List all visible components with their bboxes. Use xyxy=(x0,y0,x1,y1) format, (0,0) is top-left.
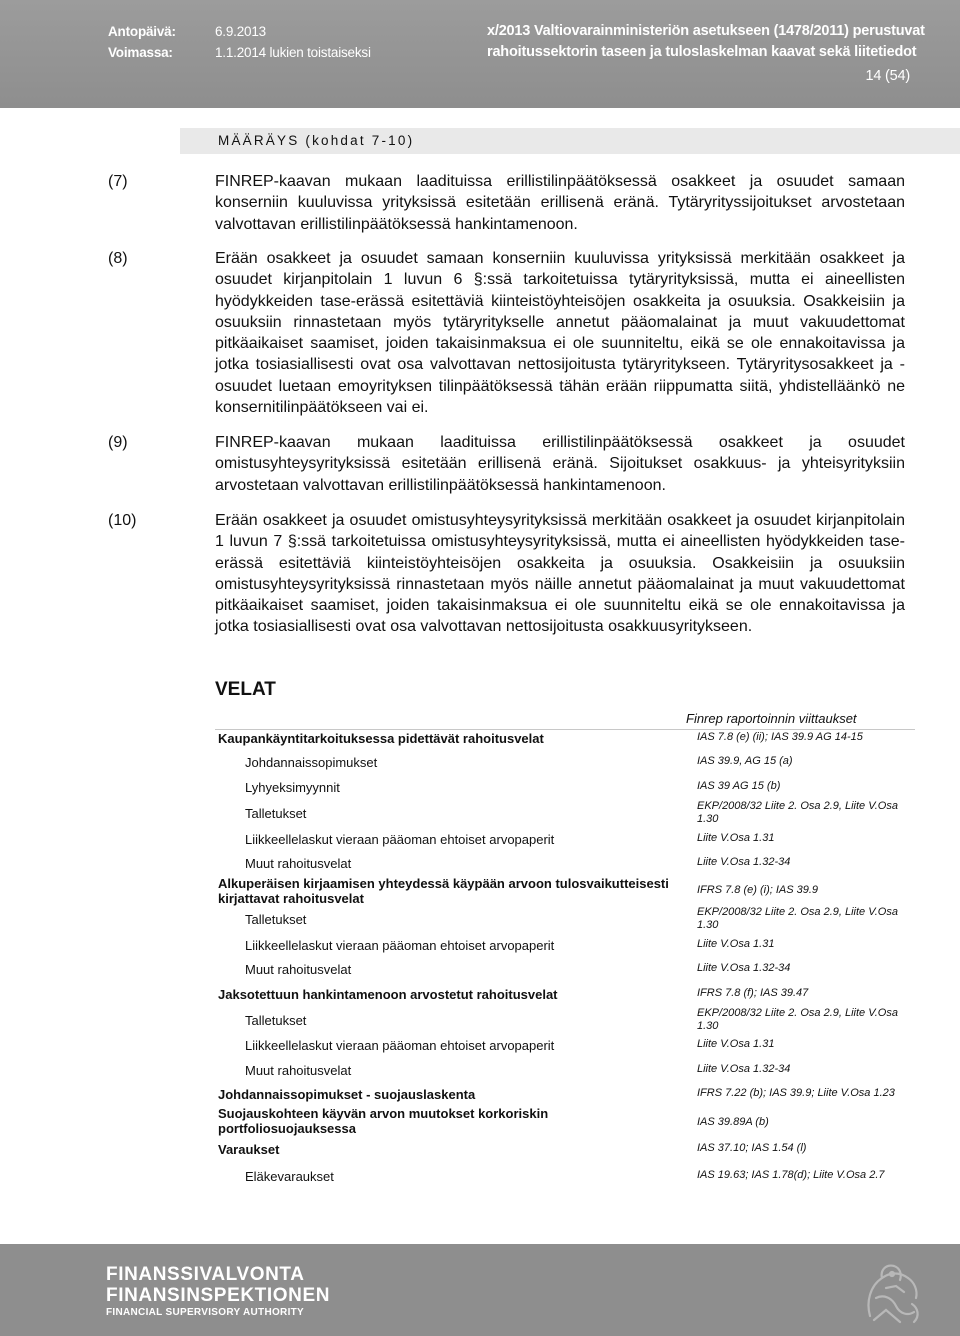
row-reference: Liite V.Osa 1.31 xyxy=(697,832,775,844)
doc-title-line2: rahoitussektorin taseen ja tuloslaskelman kaavat sekä liitetiedot xyxy=(487,44,917,60)
row-reference: IFRS 7.22 (b); IAS 39.9; Liite V.Osa 1.23 xyxy=(697,1087,895,1099)
table-row xyxy=(0,832,960,856)
row-reference: EKP/2008/32 Liite 2. Osa 2.9, Liite V.Osa 1.30 xyxy=(697,800,898,825)
row-label: Talletukset xyxy=(245,912,307,927)
logo-line-en: FINANCIAL SUPERVISORY AUTHORITY xyxy=(106,1307,305,1318)
reference-heading: Finrep raportoinnin viittaukset xyxy=(686,711,857,726)
row-reference: Liite V.Osa 1.32-34 xyxy=(697,856,791,868)
paragraph-number: (9) xyxy=(108,434,128,451)
row-label: Liikkeellelaskut vieraan pääoman ehtoiset arvopaperit xyxy=(245,1038,555,1053)
paragraph-number: (10) xyxy=(108,512,137,529)
table-row xyxy=(0,962,960,986)
row-label: Varaukset xyxy=(218,1142,280,1157)
row-label: Jaksotettuun hankintamenoon arvostetut rahoitusvelat xyxy=(218,987,558,1002)
table-row xyxy=(0,938,960,962)
row-label: Talletukset xyxy=(245,806,307,821)
row-reference: IAS 39.9, AG 15 (a) xyxy=(697,755,793,767)
row-reference: Liite V.Osa 1.31 xyxy=(697,938,775,950)
row-label: Liikkeellelaskut vieraan pääoman ehtoiset arvopaperit xyxy=(245,938,555,953)
table-row xyxy=(0,1169,960,1193)
table-row xyxy=(0,731,960,755)
paragraph-number: (8) xyxy=(108,250,128,267)
section-banner: MÄÄRÄYS (kohdat 7-10) xyxy=(180,128,960,154)
row-reference: EKP/2008/32 Liite 2. Osa 2.9, Liite V.Osa 1.30 xyxy=(697,906,898,931)
table-row xyxy=(0,755,960,779)
row-label: Suojauskohteen käyvän arvon muutokset korkoriskin portfoliosuojauksessa xyxy=(218,1106,549,1136)
page-header xyxy=(0,0,960,108)
row-reference: Liite V.Osa 1.31 xyxy=(697,1038,775,1050)
paragraph-text: FINREP-kaavan mukaan laadituissa erillistilinpäätöksessä osakkeet ja osuudet samaan konserniin kuuluvissa yrityksissä esitetään erillisenä eränä. Tytäryrityssijoitukset arvostetaan valvottavan erillistilinpäätöksessä hankintamenoon. xyxy=(215,173,905,233)
logo-line-sv: FINANSINSPEKTIONEN xyxy=(106,1285,331,1306)
doc-title-line1: x/2013 Valtiovarainministeriön asetukseen (1478/2011) perustuvat xyxy=(487,23,925,39)
table-row xyxy=(0,1063,960,1087)
row-reference: IFRS 7.8 (f); IAS 39.47 xyxy=(697,987,809,999)
issued-value: 6.9.2013 xyxy=(215,24,266,39)
row-label: Lyhyeksimyynnit xyxy=(245,780,340,795)
row-label: Johdannaissopimukset - suojauslaskenta xyxy=(218,1087,476,1102)
table-row xyxy=(0,876,960,906)
table-row xyxy=(0,906,960,935)
row-label: Eläkevaraukset xyxy=(245,1169,334,1184)
row-label: Muut rahoitusvelat xyxy=(245,962,352,977)
issued-label: Antopäivä: xyxy=(108,24,176,39)
row-reference: IAS 7.8 (e) (ii); IAS 39.9 AG 14-15 xyxy=(697,731,863,743)
table-row xyxy=(0,800,960,829)
row-reference: IAS 19.63; IAS 1.78(d); Liite V.Osa 2.7 xyxy=(697,1169,885,1181)
paragraph-text: Erään osakkeet ja osuudet omistusyhteysyrityksissä merkitään osakkeet ja osuudet kirjanpitolain 1 luvun 7 §:ssä tarkoitetuissa omistusyhteysyrityksissä, mutta ei aineellisten hyödykkeiden tase-erässä esitettäviä kiinteistöyhteisöjen osakkeita ja osuuksia. Osakkeisiin ja osuuksiin omistusyhteysyrityksissä rinnastetaan myös näille annetut pääomalainat ja muut vakuudettomat pitkäaikaiset saamiset, joiden takaisinmaksua ei ole suunniteltu eikä se ole ennakoitavissa ja jotka tosiasiallisesti ovat osa valvottavan nettosijoitusta osakkuusyritykseen. xyxy=(215,512,905,636)
divider xyxy=(215,729,915,730)
row-reference: Liite V.Osa 1.32-34 xyxy=(697,1063,791,1075)
row-reference: IAS 39 AG 15 (b) xyxy=(697,780,781,792)
page-footer xyxy=(0,1244,960,1336)
valid-value: 1.1.2014 lukien toistaiseksi xyxy=(215,45,371,60)
row-label: Muut rahoitusvelat xyxy=(245,1063,352,1078)
table-row xyxy=(0,1007,960,1036)
velat-title: VELAT xyxy=(215,679,276,700)
row-label: Alkuperäisen kirjaamisen yhteydessä käypään arvoon tulosvaikutteisesti kirjattavat rahoitusvelat xyxy=(218,876,669,906)
lion-crest-icon xyxy=(856,1258,928,1330)
paragraph-text: Erään osakkeet ja osuudet samaan konserniin kuuluvissa yrityksissä merkitään osakkeet ja osuudet kirjanpitolain 1 luvun 6 §:ssä tarkoitetuissa tytäryrityksissä, mutta ei aineellisten hyödykkeiden tase-erässä esitettäviä kiinteistöyhteisöjen osakkeita ja osuuksia. Osakkeisiin ja osuuksiin rinnastetaan myös tytäryritykselle annetut pääomalainat ja muut vakuudettomat pitkäaikaiset saamiset, joiden takaisinmaksua ei ole suunniteltu, eikä se ole ennakoitavissa ja jotka tosiasiallisesti ovat osa valvottavan nettosijoitusta tytäryritykseen. Tytäryritysosakkeet ja -osuudet luetaan emoyrityksen tilinpäätöksessä tähän erään riippumatta siitä, yhdistelläänkö ne konsernitilinpäätökseen vai ei. xyxy=(215,250,905,417)
row-reference: EKP/2008/32 Liite 2. Osa 2.9, Liite V.Osa 1.30 xyxy=(697,1007,898,1032)
row-reference: IAS 37.10; IAS 1.54 (l) xyxy=(697,1142,807,1154)
row-reference: Liite V.Osa 1.32-34 xyxy=(697,962,791,974)
table-row xyxy=(0,1142,960,1166)
paragraph-text: FINREP-kaavan mukaan laadituissa erillistilinpäätöksessä osakkeet ja osuudet omistusyhteysyrityksissä esitetään erillisenä eränä. Sijoitukset osakkuus- ja yhteisyrityksiin arvostetaan valvottavan erillistilinpäätöksessä hankintamenoon. xyxy=(215,434,905,494)
page-number: 14 (54) xyxy=(865,68,910,84)
row-reference: IAS 39.89A (b) xyxy=(697,1116,769,1128)
table-row xyxy=(0,1038,960,1062)
paragraph-number: (7) xyxy=(108,173,128,190)
valid-label: Voimassa: xyxy=(108,45,173,60)
row-label: Talletukset xyxy=(245,1013,307,1028)
table-row xyxy=(0,1106,960,1136)
row-label: Kaupankäyntitarkoituksessa pidettävät rahoitusvelat xyxy=(218,731,544,746)
row-label: Liikkeellelaskut vieraan pääoman ehtoiset arvopaperit xyxy=(245,832,555,847)
row-label: Johdannaissopimukset xyxy=(245,755,378,770)
logo-line-fi: FINANSSIVALVONTA xyxy=(106,1264,305,1285)
row-reference: IFRS 7.8 (e) (i); IAS 39.9 xyxy=(697,884,819,896)
fiva-logo xyxy=(106,1264,330,1320)
row-label: Muut rahoitusvelat xyxy=(245,856,352,871)
